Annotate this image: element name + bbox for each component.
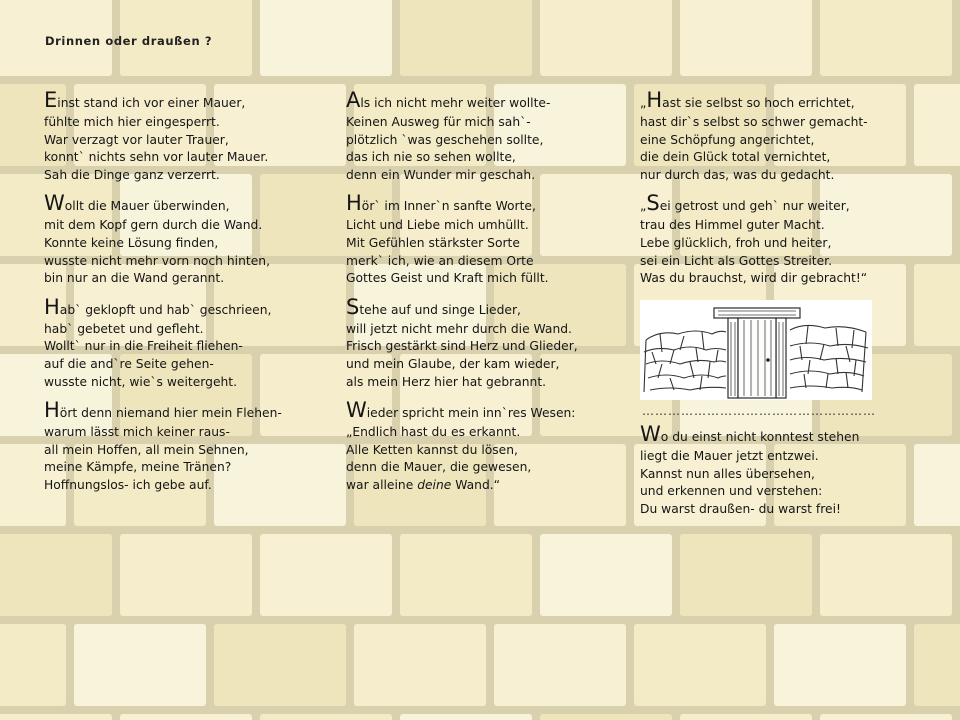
stanza <box>346 400 631 494</box>
verse-line: Kannst nun alles übersehen, <box>640 466 815 481</box>
verse-line: denn die Mauer, die gewesen, <box>346 460 532 475</box>
verse-line: konnt` nichts sehn vor lauter Mauer. <box>44 150 269 165</box>
open-quote: „ <box>640 96 647 110</box>
verse-line: meine Kämpfe, meine Tränen? <box>44 460 232 475</box>
drop-initial: H <box>44 398 60 423</box>
verse-line: auf die and`re Seite gehen- <box>44 356 214 371</box>
drop-initial: W <box>346 398 367 423</box>
stanza <box>44 193 339 287</box>
verse-line: Keinen Ausweg für mich sah`- <box>346 115 531 129</box>
verse-line: warum lässt mich keiner raus- <box>44 425 230 440</box>
verse-line: ls ich nicht mehr weiter wollte- <box>360 96 551 110</box>
verse-line: ei getrost und geh` nur weiter, <box>659 199 850 214</box>
drop-initial: A <box>346 88 361 112</box>
verse-line: die dein Glück total vernichtet, <box>640 150 831 165</box>
italic-word: deine <box>417 477 452 492</box>
drop-initial: H <box>646 88 663 112</box>
verse-line: „Endlich hast du es erkannt. <box>346 425 521 440</box>
verse-line: Gottes Geist und Kraft mich füllt. <box>346 271 549 286</box>
verse-line: hast dir`s selbst so schwer gemacht- <box>640 115 868 129</box>
verse-text: war alleine <box>346 477 418 492</box>
verse-line: denn ein Wunder mir geschah. <box>346 167 536 182</box>
drop-initial: S <box>346 294 360 319</box>
verse-line: Du warst draußen- du warst frei! <box>640 501 841 516</box>
verse-line: Sah die Dinge ganz verzerrt. <box>44 167 220 182</box>
verse-line: ollt die Mauer überwinden, <box>64 199 230 214</box>
drop-initial: W <box>640 422 661 446</box>
stanza <box>44 90 339 184</box>
stanza <box>44 400 339 494</box>
verse-line: als mein Herz hier hat gebrannt. <box>346 374 547 389</box>
stanza <box>346 193 631 287</box>
verse-line: ab` geklopft und hab` geschrieen, <box>59 302 272 317</box>
verse-line: will jetzt nicht mehr durch die Wand. <box>346 321 572 336</box>
drop-initial: S <box>646 191 660 216</box>
verse-line: merk` ich, wie an diesem Orte <box>346 253 534 268</box>
drop-initial: H <box>346 191 362 216</box>
open-quote: „ <box>640 199 647 214</box>
verse-line: bin nur an die Wand gerannt. <box>44 271 225 286</box>
verse-line: Mit Gefühlen stärkster Sorte <box>346 235 520 250</box>
verse-line: wusste nicht, wie`s weitergeht. <box>44 374 238 389</box>
door-drawing <box>640 300 872 400</box>
poem-column-3 <box>640 90 940 297</box>
verse-line: ör` im Inner`n sanfte Worte, <box>361 199 536 214</box>
verse-line: o du einst nicht konntest stehen <box>660 430 860 444</box>
stanza <box>44 294 339 391</box>
verse-line: ast sie selbst so hoch errichtet, <box>662 96 855 110</box>
stone-wall-with-wooden-door-icon <box>640 300 872 400</box>
verse-line: Frisch gestärkt sind Herz und Glieder, <box>346 339 578 354</box>
verse-line: sei ein Licht als Gottes Streiter. <box>640 253 832 268</box>
verse-line: liegt die Mauer jetzt entzwei. <box>640 449 819 463</box>
verse-line: und mein Glaube, der kam wieder, <box>346 356 560 371</box>
verse-line: Lebe glücklich, froh und heiter, <box>640 235 832 250</box>
stanza <box>346 294 631 391</box>
verse-line: mit dem Kopf gern durch die Wand. <box>44 218 263 233</box>
verse-line: fühlte mich hier eingesperrt. <box>44 115 220 129</box>
verse-line: nur durch das, was du gedacht. <box>640 167 835 182</box>
verse-line: trau des Himmel guter Macht. <box>640 218 825 233</box>
verse-line: tehe auf und singe Lieder, <box>359 302 521 317</box>
verse-line: ört denn niemand hier mein Flehen- <box>59 406 282 421</box>
verse-line: und erkennen und verstehen: <box>640 484 823 499</box>
stanza <box>346 90 631 184</box>
verse-line: War verzagt vor lauter Trauer, <box>44 132 229 147</box>
page-title: Drinnen oder draußen ? <box>45 34 213 48</box>
verse-text: Wand.“ <box>451 477 501 492</box>
verse-line: hab` gebetet und gefleht. <box>44 321 204 336</box>
verse-line: Konnte keine Lösung finden, <box>44 235 219 250</box>
verse-line: das ich nie so sehen wollte, <box>346 150 516 165</box>
verse-line: Wollt` nur in die Freiheit fliehen- <box>44 339 243 354</box>
stanza <box>640 193 940 287</box>
drop-initial: H <box>44 294 60 319</box>
verse-line: all mein Hoffen, all mein Sehnen, <box>44 442 249 457</box>
poem-column-1 <box>44 90 339 504</box>
verse-line: Hoffnungslos- ich gebe auf. <box>44 477 212 492</box>
verse-line: Alle Ketten kannst du lösen, <box>346 442 518 457</box>
stanza <box>640 90 940 184</box>
verse-line: eine Schöpfung angerichtet, <box>640 132 815 147</box>
verse-line: Was du brauchst, wird dir gebracht!“ <box>640 271 868 286</box>
verse-line: wusste nicht mehr vorn noch hinten, <box>44 253 270 268</box>
verse-line: plötzlich `was geschehen sollte, <box>346 132 544 147</box>
verse-line: ieder spricht mein inn`res Wesen: <box>366 406 576 421</box>
verse-line: inst stand ich vor einer Mauer, <box>57 96 246 110</box>
drop-initial: E <box>44 88 58 112</box>
drop-initial: W <box>44 191 65 216</box>
verse-line <box>346 477 631 495</box>
separator-dots: ……………………………………………… <box>642 404 876 418</box>
poem-column-2 <box>346 90 631 504</box>
stanza <box>640 424 940 518</box>
verse-line: Licht und Liebe mich umhüllt. <box>346 218 529 233</box>
poem-column-3-final <box>640 424 940 527</box>
